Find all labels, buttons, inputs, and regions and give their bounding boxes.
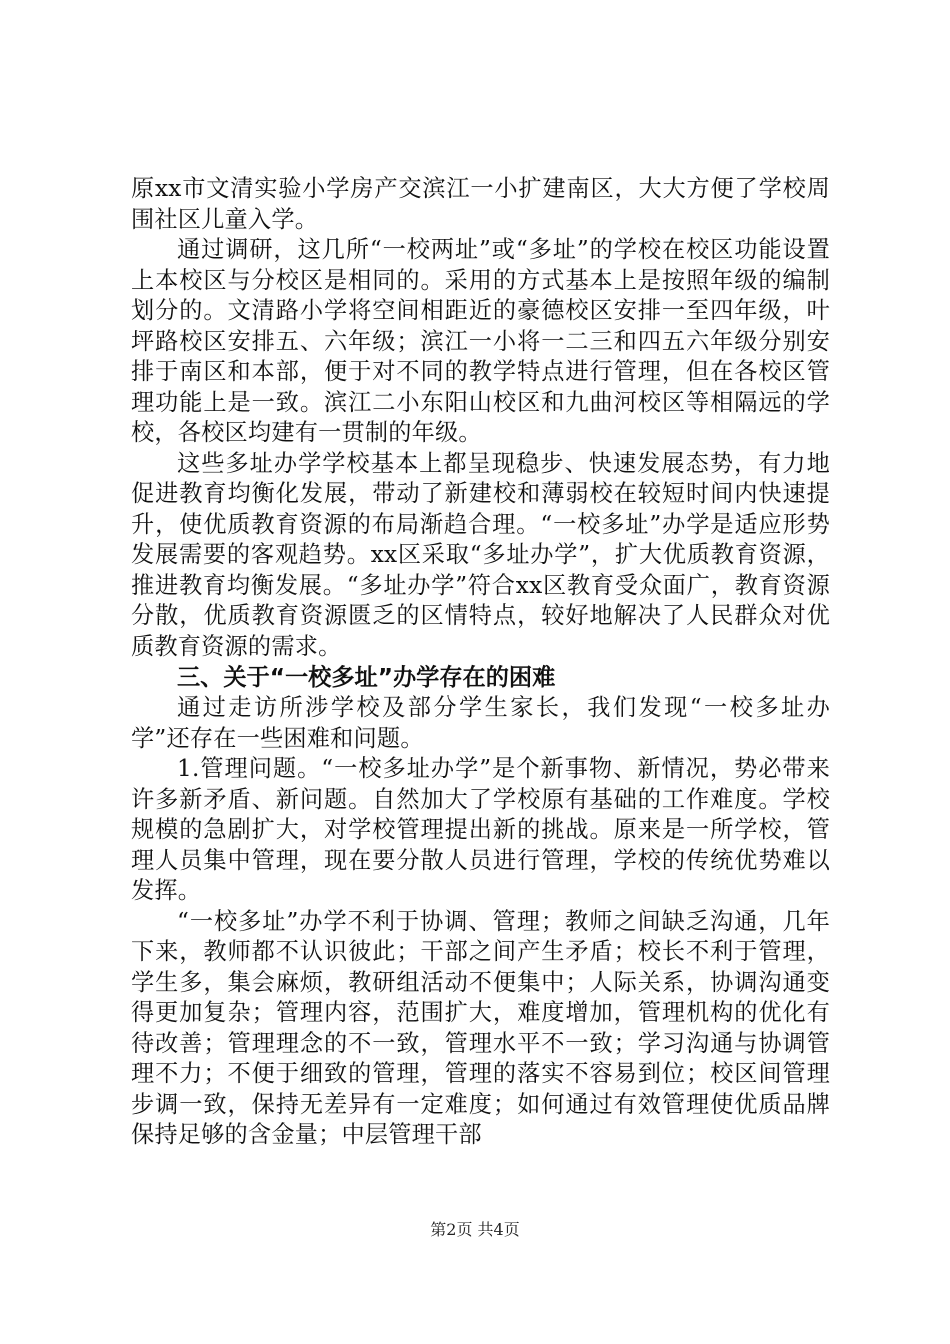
- paragraph-continuation: 原xx市文清实验小学房产交滨江一小扩建南区，大大方便了学校周围社区儿童入学。: [131, 175, 830, 233]
- paragraph-survey-intro: 通过走访所涉学校及部分学生家长，我们发现“一校多址办学”还存在一些困难和问题。: [131, 694, 830, 752]
- document-body: [131, 174, 830, 1151]
- section-heading: 三、关于“一校多址”办学存在的困难: [177, 664, 556, 691]
- page-footer: 第2页 共4页: [430, 1220, 520, 1239]
- paragraph-coordination-issue: “一校多址”办学不利于协调、管理；教师之间缺乏沟通，几年下来，教师都不认识彼此；干部之间产生矛盾；校长不利于管理，学生多，集会麻烦，教研组活动不便集中；人际关系，协调沟通变得更加复杂；管理内容，范围扩大，难度增加，管理机构的优化有待改善；管理理念的不一致，管理水平不一致；学习沟通与协调管理不力；不便于细致的管理，管理的落实不容易到位；校区间管理步调一致，保持无差异有一定难度；如何通过有效管理使优质品牌保持足够的含金量；中层管理干部: [131, 907, 830, 1148]
- paragraph-development-trend: 这些多址办学学校基本上都呈现稳步、快速发展态势，有力地促进教育均衡化发展，带动了新建校和薄弱校在较短时间内快速提升，使优质教育资源的布局渐趋合理。“一校多址”办学是适应形势发展需要的客观趋势。xx区采取“多址办学”，扩大优质教育资源，推进教育均衡发展。“多址办学”符合xx区教育受众面广，教育资源分散，优质教育资源匮乏的区情特点，较好地解决了人民群众对优质教育资源的需求。: [131, 449, 830, 660]
- paragraph-campus-functions: 通过调研，这几所“一校两址”或“多址”的学校在校区功能设置上本校区与分校区是相同的。采用的方式基本上是按照年级的编制划分的。文清路小学将空间相距近的豪德校区安排一至四年级，叶坪路校区安排五、六年级；滨江一小将一二三和四五六年级分别安排于南区和本部，便于对不同的教学特点进行管理，但在各校区管理功能上是一致。滨江二小东阳山校区和九曲河校区等相隔远的学校，各校区均建有一贯制的年级。: [131, 236, 830, 446]
- paragraph-management-issue: 1.管理问题。“一校多址办学”是个新事物、新情况，势必带来许多新矛盾、新问题。自然加大了学校原有基础的工作难度。学校规模的急剧扩大，对学校管理提出新的挑战。原来是一所学校，管理人员集中管理，现在要分散人员进行管理，学校的传统优势难以发挥。: [131, 755, 830, 904]
